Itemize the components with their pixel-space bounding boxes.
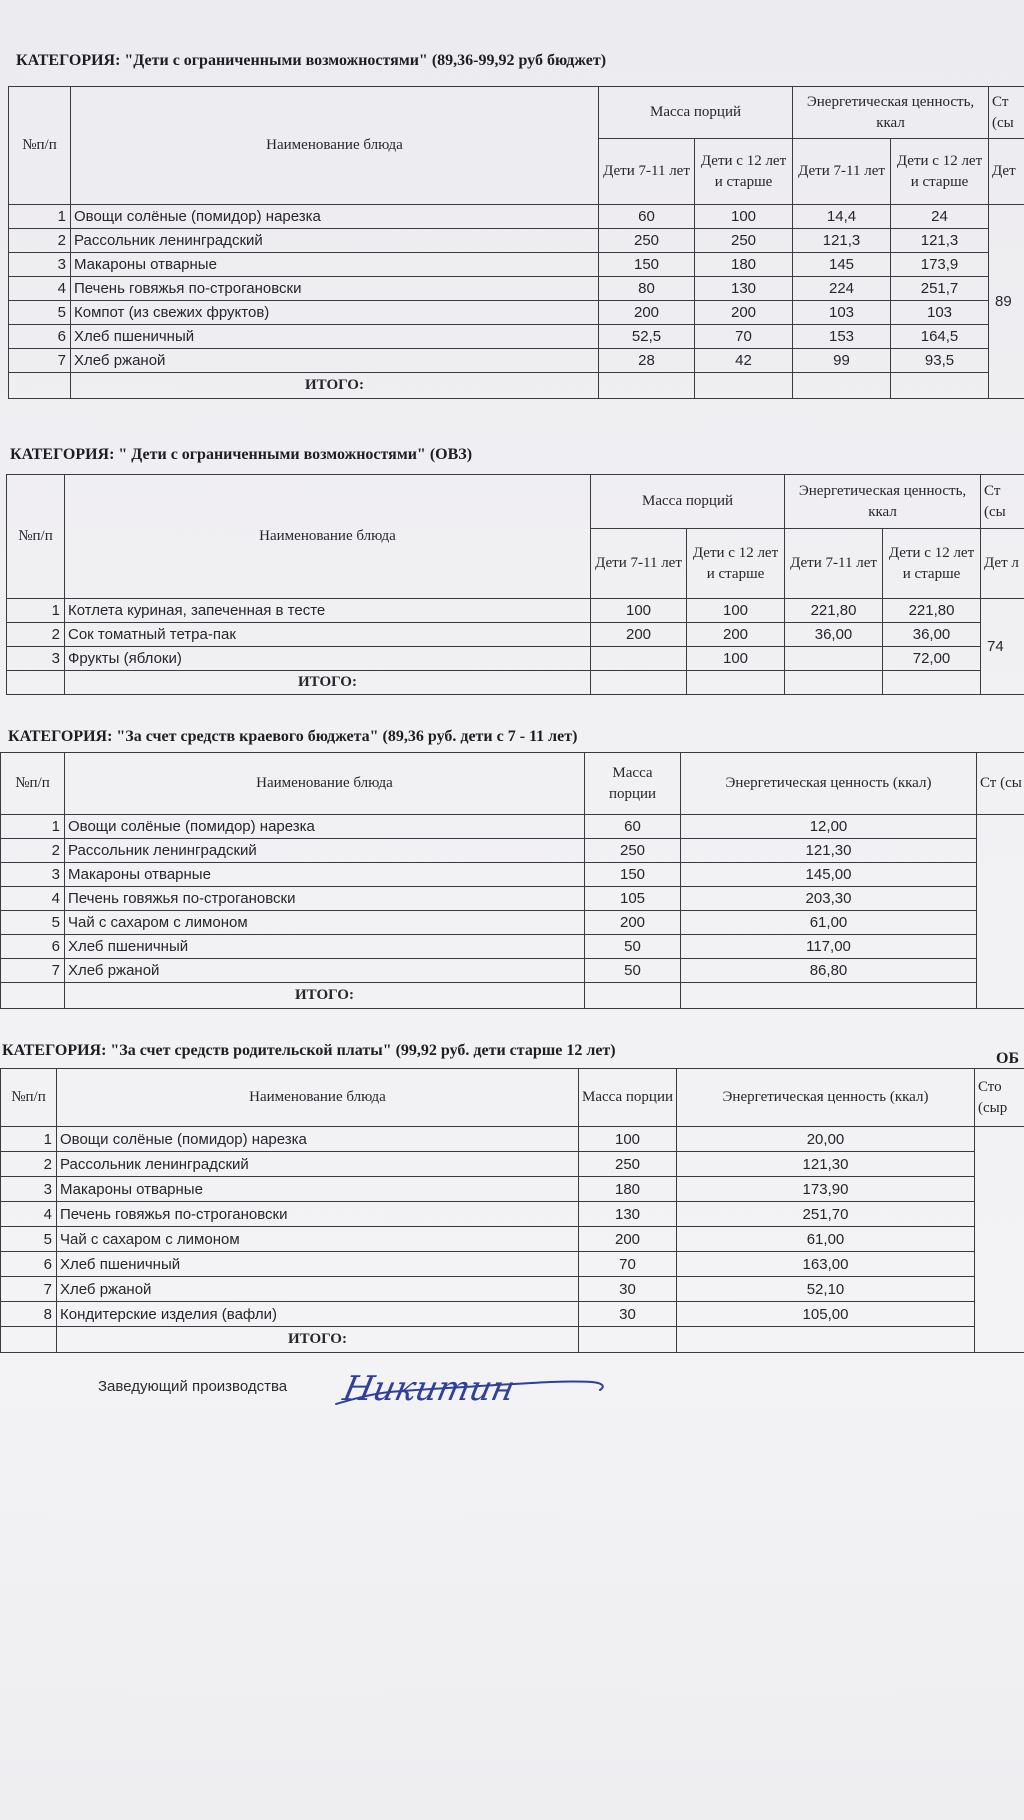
total-label: ИТОГО:: [71, 373, 599, 399]
table-row: [1, 1152, 1024, 1177]
mass-age2: 130: [695, 277, 793, 301]
table-row: [9, 277, 1024, 301]
energy-age1: 121,3: [793, 229, 891, 253]
table-row: [1, 839, 1024, 863]
menu-table-3: [0, 752, 1024, 1009]
row-num: 3: [9, 253, 71, 277]
energy: 117,00: [681, 935, 977, 959]
total-empty: [585, 983, 681, 1009]
table-row: [1, 1302, 1024, 1327]
header-mass-age1: Дети 7-11 лет: [599, 139, 695, 205]
energy-age1: 221,80: [785, 599, 883, 623]
energy: 52,10: [677, 1277, 975, 1302]
energy-age2: 251,7: [891, 277, 989, 301]
header-num: №п/п: [7, 475, 65, 599]
table-row: [1, 959, 1024, 983]
energy-age1: 14,4: [793, 205, 891, 229]
energy: 163,00: [677, 1252, 975, 1277]
total-label: ИТОГО:: [65, 671, 591, 695]
header-num: №п/п: [9, 87, 71, 205]
energy: 12,00: [681, 815, 977, 839]
total-empty: [681, 983, 977, 1009]
handwritten-signature: [330, 1360, 610, 1420]
energy: 20,00: [677, 1127, 975, 1152]
total-empty: [677, 1327, 975, 1353]
mass: 50: [585, 959, 681, 983]
energy-age2: 173,9: [891, 253, 989, 277]
total-empty: [1, 1327, 57, 1353]
header-energy: Энергетическая ценность (ккал): [677, 1069, 975, 1127]
dish-name: Чай с сахаром с лимоном: [65, 911, 585, 935]
table-row: [1, 935, 1024, 959]
menu-table-4: [0, 1068, 1024, 1353]
total-row: [7, 671, 1024, 695]
dish-name: Макароны отварные: [65, 863, 585, 887]
total-empty: [9, 373, 71, 399]
header-cost: Ст (сы: [989, 87, 1024, 139]
dish-name: Овощи солёные (помидор) нарезка: [65, 815, 585, 839]
energy-age2: 93,5: [891, 349, 989, 373]
energy: 251,70: [677, 1202, 975, 1227]
energy-age1: 224: [793, 277, 891, 301]
energy: 203,30: [681, 887, 977, 911]
cost-empty: [977, 815, 1024, 1009]
table-row: [1, 863, 1024, 887]
menu-table-1: [8, 86, 1024, 399]
mass-age1: 28: [599, 349, 695, 373]
table-row: [9, 325, 1024, 349]
mass-age2: 200: [687, 623, 785, 647]
mass-age1: 80: [599, 277, 695, 301]
dish-name: Рассольник ленинградский: [57, 1152, 579, 1177]
table-row: [9, 229, 1024, 253]
total-empty: [793, 373, 891, 399]
dish-name: Хлеб ржаной: [71, 349, 599, 373]
total-empty: [591, 671, 687, 695]
mass-age2: 100: [695, 205, 793, 229]
energy-age2: 36,00: [883, 623, 981, 647]
row-num: 4: [1, 1202, 57, 1227]
header-cost-sub: Дет л: [981, 529, 1024, 599]
table-row: [1, 1177, 1024, 1202]
row-num: 2: [1, 839, 65, 863]
header-mass: Масса порций: [599, 87, 793, 139]
row-num: 5: [9, 301, 71, 325]
header-energy: Энергетическая ценность, ккал: [785, 475, 981, 529]
dish-name: Чай с сахаром с лимоном: [57, 1227, 579, 1252]
header-energy-age2: Дети с 12 лет и старше: [883, 529, 981, 599]
mass: 105: [585, 887, 681, 911]
dish-name: Рассольник ленинградский: [71, 229, 599, 253]
dish-name: Хлеб ржаной: [57, 1277, 579, 1302]
row-num: 2: [1, 1152, 57, 1177]
header-mass-age2: Дети с 12 лет и старше: [695, 139, 793, 205]
mass-age2: 42: [695, 349, 793, 373]
category-title-1: КАТЕГОРИЯ: "Дети с ограниченными возможностями" (89,36-99,92 руб бюджет): [16, 52, 607, 69]
mass-age1: 150: [599, 253, 695, 277]
energy-age1: 103: [793, 301, 891, 325]
table-row: [1, 1127, 1024, 1152]
mass-age2: 250: [695, 229, 793, 253]
dish-name: Хлеб пшеничный: [71, 325, 599, 349]
mass-age2: 100: [687, 647, 785, 671]
dish-name: Хлеб ржаной: [65, 959, 585, 983]
row-num: 2: [7, 623, 65, 647]
energy-age2: 121,3: [891, 229, 989, 253]
table-row: [7, 623, 1024, 647]
table-row: [9, 205, 1024, 229]
mass: 150: [585, 863, 681, 887]
mass-age1: [591, 647, 687, 671]
mass: 200: [579, 1227, 677, 1252]
header-energy-age1: Дети 7-11 лет: [793, 139, 891, 205]
mass-age2: 200: [695, 301, 793, 325]
table-row: [1, 815, 1024, 839]
energy-age1: 145: [793, 253, 891, 277]
row-num: 1: [9, 205, 71, 229]
mass: 200: [585, 911, 681, 935]
energy: 86,80: [681, 959, 977, 983]
row-num: 6: [1, 935, 65, 959]
row-num: 7: [1, 959, 65, 983]
header-mass-age2: Дети с 12 лет и старше: [687, 529, 785, 599]
mass: 70: [579, 1252, 677, 1277]
cost-value: 74: [981, 599, 1024, 695]
mass: 250: [585, 839, 681, 863]
header-cost: Ст (сы: [977, 753, 1024, 815]
row-num: 4: [1, 887, 65, 911]
row-num: 3: [1, 863, 65, 887]
total-empty: [891, 373, 989, 399]
mass: 50: [585, 935, 681, 959]
energy-age1: 153: [793, 325, 891, 349]
energy: 105,00: [677, 1302, 975, 1327]
side-label: ОБ: [996, 1050, 1020, 1067]
energy: 121,30: [681, 839, 977, 863]
table-row: [1, 1202, 1024, 1227]
row-num: 3: [1, 1177, 57, 1202]
table-row: [1, 1227, 1024, 1252]
header-energy-age1: Дети 7-11 лет: [785, 529, 883, 599]
total-empty: [599, 373, 695, 399]
header-mass: Масса порции: [585, 753, 681, 815]
dish-name: Котлета куриная, запеченная в тесте: [65, 599, 591, 623]
energy: 61,00: [681, 911, 977, 935]
mass: 130: [579, 1202, 677, 1227]
row-num: 7: [1, 1277, 57, 1302]
row-num: 1: [7, 599, 65, 623]
header-energy: Энергетическая ценность (ккал): [681, 753, 977, 815]
dish-name: Хлеб пшеничный: [57, 1252, 579, 1277]
header-num: №п/п: [1, 1069, 57, 1127]
header-dish-name: Наименование блюда: [71, 87, 599, 205]
dish-name: Печень говяжья по-строгановски: [65, 887, 585, 911]
signature-text: Никитин: [339, 1369, 519, 1409]
category-title-3: КАТЕГОРИЯ: "За счет средств краевого бюджета" (89,36 руб. дети с 7 - 11 лет): [8, 728, 578, 745]
category-title-2: КАТЕГОРИЯ: " Дети с ограниченными возможностями" (ОВЗ): [10, 446, 473, 463]
dish-name: Хлеб пшеничный: [65, 935, 585, 959]
mass-age1: 100: [591, 599, 687, 623]
mass: 180: [579, 1177, 677, 1202]
table-row: [9, 301, 1024, 325]
row-num: 6: [1, 1252, 57, 1277]
total-row: [1, 983, 1024, 1009]
dish-name: Макароны отварные: [71, 253, 599, 277]
header-cost: Сто (сыр: [975, 1069, 1024, 1127]
table-row: [1, 1252, 1024, 1277]
energy-age2: 24: [891, 205, 989, 229]
category-title-4: КАТЕГОРИЯ: "За счет средств родительской платы" (99,92 руб. дети старше 12 лет): [2, 1042, 616, 1059]
row-num: 4: [9, 277, 71, 301]
mass-age2: 100: [687, 599, 785, 623]
signature-label: Заведующий производства: [98, 1378, 288, 1395]
mass-age2: 180: [695, 253, 793, 277]
mass-age1: 60: [599, 205, 695, 229]
dish-name: Компот (из свежих фруктов): [71, 301, 599, 325]
header-num: №п/п: [1, 753, 65, 815]
row-num: 5: [1, 1227, 57, 1252]
mass-age1: 200: [591, 623, 687, 647]
energy-age1: 36,00: [785, 623, 883, 647]
energy-age2: 164,5: [891, 325, 989, 349]
mass-age1: 200: [599, 301, 695, 325]
row-num: 6: [9, 325, 71, 349]
row-num: 8: [1, 1302, 57, 1327]
mass-age1: 52,5: [599, 325, 695, 349]
row-num: 1: [1, 1127, 57, 1152]
header-mass-age1: Дети 7-11 лет: [591, 529, 687, 599]
mass-age2: 70: [695, 325, 793, 349]
dish-name: Макароны отварные: [57, 1177, 579, 1202]
total-empty: [695, 373, 793, 399]
dish-name: Сок томатный тетра-пак: [65, 623, 591, 647]
row-num: 3: [7, 647, 65, 671]
header-cost-sub: Дет: [989, 139, 1024, 205]
total-row: [1, 1327, 1024, 1353]
dish-name: Овощи солёные (помидор) нарезка: [71, 205, 599, 229]
total-label: ИТОГО:: [65, 983, 585, 1009]
cost-empty: [975, 1127, 1024, 1353]
row-num: 7: [9, 349, 71, 373]
header-cost: Ст (сы: [981, 475, 1024, 529]
mass: 100: [579, 1127, 677, 1152]
header-energy-age2: Дети с 12 лет и старше: [891, 139, 989, 205]
dish-name: Овощи солёные (помидор) нарезка: [57, 1127, 579, 1152]
table-row: [9, 253, 1024, 277]
mass: 250: [579, 1152, 677, 1177]
total-empty: [687, 671, 785, 695]
dish-name: Печень говяжья по-строгановски: [57, 1202, 579, 1227]
header-dish-name: Наименование блюда: [65, 753, 585, 815]
mass: 30: [579, 1302, 677, 1327]
header-dish-name: Наименование блюда: [65, 475, 591, 599]
energy: 61,00: [677, 1227, 975, 1252]
table-row: [1, 1277, 1024, 1302]
menu-table-2: [6, 474, 1024, 695]
header-mass: Масса порции: [579, 1069, 677, 1127]
mass: 30: [579, 1277, 677, 1302]
row-num: 5: [1, 911, 65, 935]
mass: 60: [585, 815, 681, 839]
table-row: [7, 647, 1024, 671]
energy: 173,90: [677, 1177, 975, 1202]
energy: 121,30: [677, 1152, 975, 1177]
mass-age1: 250: [599, 229, 695, 253]
energy-age2: 221,80: [883, 599, 981, 623]
header-dish-name: Наименование блюда: [57, 1069, 579, 1127]
table-row: [1, 911, 1024, 935]
cost-value: 89: [989, 205, 1024, 399]
energy: 145,00: [681, 863, 977, 887]
energy-age1: 99: [793, 349, 891, 373]
dish-name: Фрукты (яблоки): [65, 647, 591, 671]
total-empty: [785, 671, 883, 695]
energy-age2: 72,00: [883, 647, 981, 671]
total-empty: [579, 1327, 677, 1353]
header-mass: Масса порций: [591, 475, 785, 529]
table-row: [1, 887, 1024, 911]
total-label: ИТОГО:: [57, 1327, 579, 1353]
total-empty: [1, 983, 65, 1009]
row-num: 1: [1, 815, 65, 839]
header-energy: Энергетическая ценность, ккал: [793, 87, 989, 139]
total-empty: [7, 671, 65, 695]
row-num: 2: [9, 229, 71, 253]
energy-age2: 103: [891, 301, 989, 325]
table-row: [9, 349, 1024, 373]
dish-name: Печень говяжья по-строгановски: [71, 277, 599, 301]
dish-name: Рассольник ленинградский: [65, 839, 585, 863]
total-row: [9, 373, 1024, 399]
energy-age1: [785, 647, 883, 671]
table-row: [7, 599, 1024, 623]
dish-name: Кондитерские изделия (вафли): [57, 1302, 579, 1327]
total-empty: [883, 671, 981, 695]
